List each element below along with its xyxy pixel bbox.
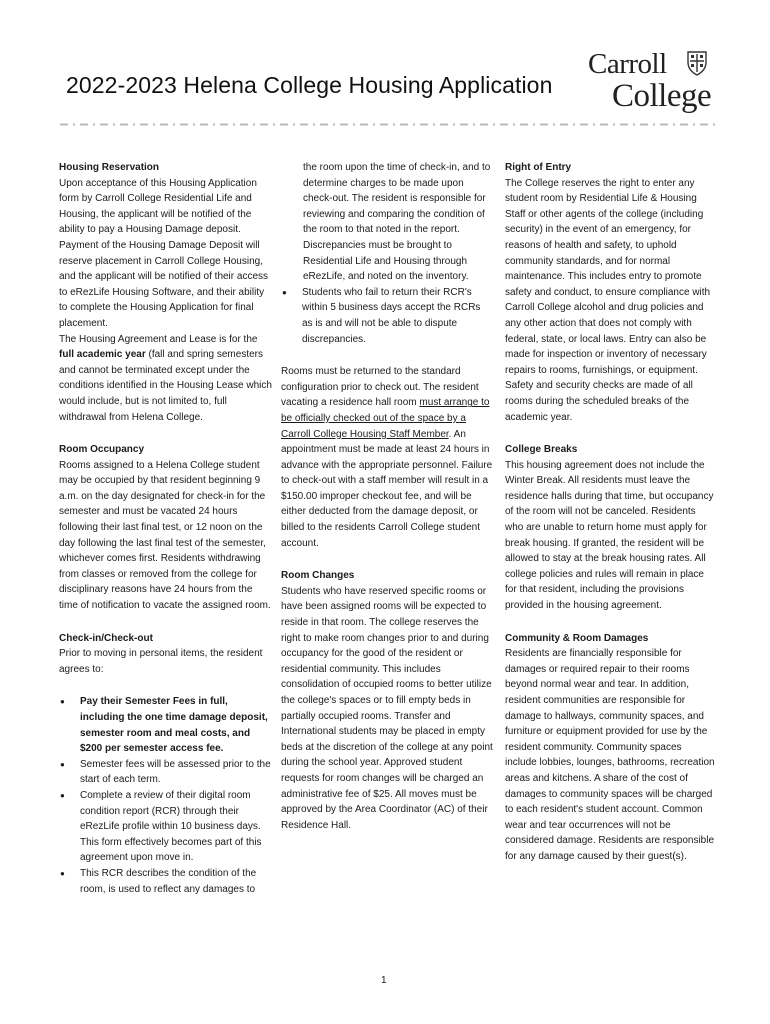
column-left — [59, 160, 274, 897]
room-return-text-a: Rooms must be returned to the standard configuration prior to check out. The resident vacating a residence hall room — [281, 366, 479, 409]
checkin-intro: Prior to moving in personal items, the resident agrees to: — [59, 648, 263, 675]
crest-icon — [686, 50, 708, 76]
heading-college-breaks: College Breaks — [505, 444, 578, 456]
page-number: 1 — [381, 975, 387, 986]
list-item: ● Pay their Semester Fees in full, including the one time damage deposit, semester room and meal costs, and $200 per semester access fee. — [59, 694, 274, 756]
college-breaks-text: This housing agreement does not include the Winter Break. All residents must leave the residence halls during that time, but occupancy of the room will not be canceled. Residents who are unable to return home must apply for break housing. If granted, the resident will be allowed to stay at the break housing rates. All college policies and rules will remain in place for that resident, including the provisions provided in the housing agreement. — [505, 459, 714, 612]
list-item: ● Semester fees will be assessed prior to the start of each term. — [59, 757, 274, 788]
column-middle — [281, 160, 493, 833]
room-return-text — [281, 364, 493, 551]
right-of-entry-text: The College reserves the right to enter any student room by Residential Life & Housing Staff or other agents of the college (including security) in the event of an emergency, for reasons of health and safety, to uphold community standards, and for normal maintenance. This includes entry to promote safety and conduct, to ensure compliance with Carroll College alcohol and drug policies and any other action that does not comply with federal, state, or local laws. Entry can also be made for inspection or inventory of necessary repairs to rooms, furnishings, or equipment. Safety and security checks are made of all rooms during the scheduled breaks of the academic year. — [505, 177, 711, 423]
full-academic-year: full academic year — [59, 349, 146, 361]
community-damages-text: Residents are financially responsible for damages or required repair to their rooms beyond normal wear and tear. In addition, resident communities are responsible for damage to hallways, community spaces, and furniture or equipment provided for use by the resident community. Community spaces include lobbies, lounges, bathrooms, recreation areas and kitchens. A share of the cost of damages to community spaces will be charged to each resident's student account. Common wear and tear occurrences will not be considered damage. Residents are responsible for any damage caused by their guest(s). — [505, 648, 715, 862]
heading-right-of-entry: Right of Entry — [505, 162, 572, 173]
heading-room-occupancy: Room Occupancy — [59, 444, 145, 456]
carroll-college-logo — [586, 48, 716, 118]
page-title: 2022-2023 Helena College Housing Application — [66, 72, 553, 98]
list-item-continued: the room upon the time of check-in, and to determine charges to be made upon check-out. The resident is responsible for reviewing and comparing the condition of the room to that noted in the report. Discrepancies must be brought to Residential Life and Housing through eRezLife, and noted on the inventory. — [303, 162, 491, 283]
checkin-list — [59, 694, 274, 897]
heading-housing-reservation: Housing Reservation — [59, 162, 160, 173]
housing-agreement-text-b: (fall and spring semesters and cannot be terminated except under the conditions identified in the Housing Lease which would include, but is not limited to, full withdrawal from Helena College. — [59, 349, 272, 423]
checkout-requirement: must arrange to be officially checked out of the space by a Carroll College Housing Staff Member — [281, 397, 490, 440]
room-occupancy-text: Rooms assigned to a Helena College student may be occupied by that resident beginning 9 a.m. on the day designated for check-in for the semester and must be vacated 24 hours following their last final test, or 12 noon on the day following the last final test of the semester, whichever comes first. Residents withdrawing from classes or removed from the college for disciplinary reasons have 24 hours from the time of notification to vacate the assigned room. — [59, 459, 271, 612]
header-divider — [60, 123, 715, 126]
housing-reservation-text: Upon acceptance of this Housing Application form by Carroll College Residential Life and Housing, the applicant will be notified of the ability to pay a Housing Damage deposit. Payment of the Housing Damage Deposit will reserve placement in Carroll College Housing, and the applicant will be notified of their access to eRezLife Housing Software, and their ability to complete the Housing Application for final placement. — [59, 177, 269, 329]
housing-agreement-text-a: The Housing Agreement and Lease is for the — [59, 333, 258, 345]
room-changes-text: Students who have reserved specific rooms or have been assigned rooms will be expected to reside in that room. The college reserves the right to make room changes prior to and during occupancy for the good of the resident or residential community. This includes consolidation of occupied rooms to better utilize the college's spaces or to fill empty beds in partially occupied rooms. Transfer and International students may be placed in empty beds at the discretion of the college at any point during the school year. Approved student requests for room changes will be charged an administrative fee of $25. All moves must be approved by the Area Coordinator (AC) of their Residence Hall. — [281, 585, 493, 831]
list-item: ● Students who fail to return their RCR's within 5 business days accept the RCRs as is and will not be able to dispute discrepancies. — [281, 285, 493, 347]
logo-text-college: College — [612, 78, 712, 114]
list-item: ● Complete a review of their digital room condition report (RCR) through their eRezLife profile within 10 business days. This form effectively becomes part of this agreement upon move in. — [59, 788, 274, 866]
heading-checkin-checkout: Check-in/Check-out — [59, 632, 153, 644]
rcr-list — [281, 285, 493, 347]
heading-community-damages: Community & Room Damages — [505, 632, 649, 644]
housing-agreement-text — [59, 332, 274, 426]
column-right — [505, 160, 715, 865]
list-item: ● This RCR describes the condition of the room, is used to reflect any damages to — [59, 866, 274, 897]
room-return-text-b: . An appointment must be made at least 24 hours in advance with the appropriate personnel. Failure to check-out with a staff member will result in a $150.00 improper checkout fee, and will be either deducted from the damage deposit, or billed to the residents Carroll College student account. — [281, 428, 493, 549]
heading-room-changes: Room Changes — [281, 570, 355, 582]
logo-text-carroll: Carroll — [588, 48, 667, 80]
